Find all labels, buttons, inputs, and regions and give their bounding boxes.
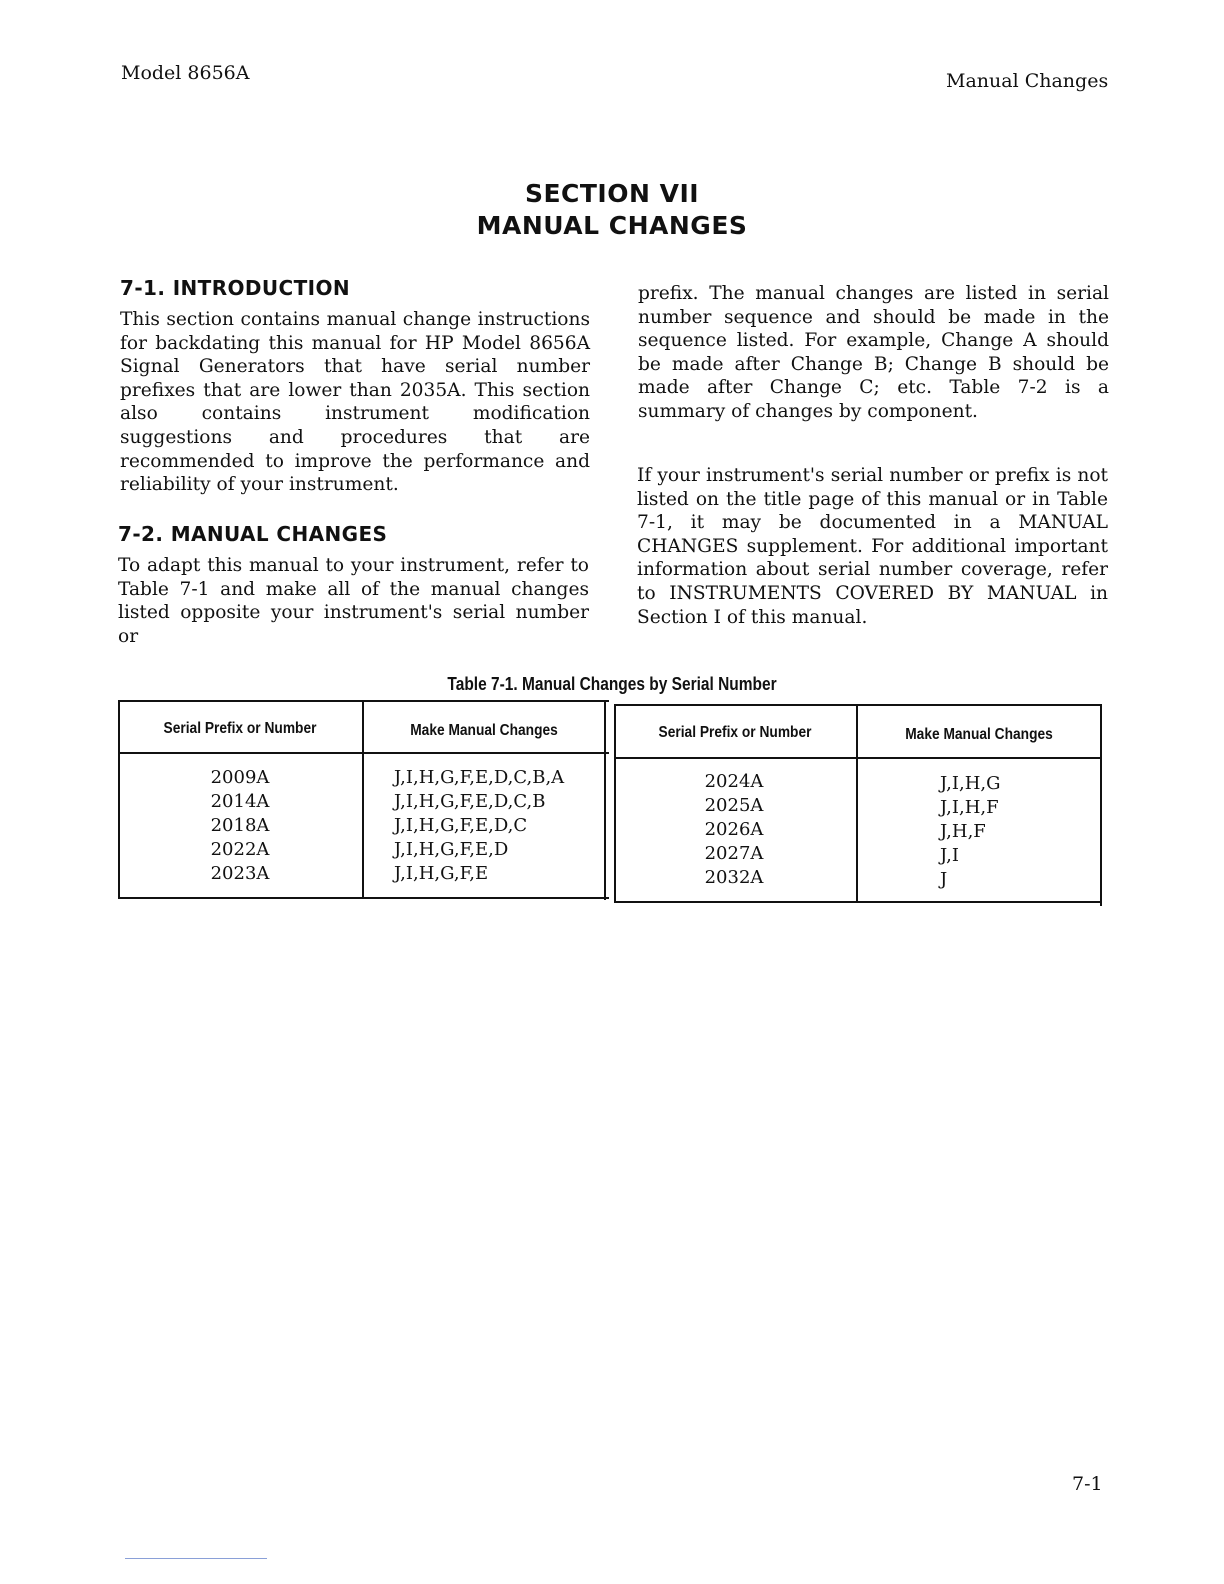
table-cell: J,I,H,G,F,E,D,C,B bbox=[394, 791, 546, 812]
table-cell: J,I,H,G,F,E,D,C bbox=[394, 815, 528, 836]
manual-changes-paragraph-2: If your instrument's serial number or prefix is not listed on the title page of this manual or in Table 7-1, it may be documented in a MANUAL CHANGES supplement. For additional important information about serial number coverage, refer to INSTRUMENTS COVERED BY MANUAL in Section I of this manual. bbox=[637, 465, 1108, 628]
table-header-changes-left: Make Manual Changes bbox=[410, 722, 558, 739]
table-cell: 2026A bbox=[704, 819, 764, 840]
header-section-name: Manual Changes bbox=[946, 70, 1109, 92]
table-cell: 2009A bbox=[210, 767, 270, 788]
table-cell: 2027A bbox=[704, 843, 764, 864]
table-rule bbox=[1100, 706, 1102, 906]
table-rule bbox=[118, 897, 609, 899]
table-cell: J,I,H,G,F,E bbox=[394, 863, 489, 884]
table-rule bbox=[604, 702, 606, 900]
table-rule bbox=[614, 901, 1102, 903]
table-rule bbox=[362, 702, 364, 899]
table-caption: Table 7-1. Manual Changes by Serial Number bbox=[447, 674, 777, 694]
table-rule bbox=[856, 706, 858, 903]
table-rule bbox=[614, 757, 1102, 759]
section-title: SECTION VII bbox=[524, 179, 700, 208]
table-cell: J,I,H,G,F,E,D,C,B,A bbox=[394, 767, 565, 788]
table-cell: 2018A bbox=[210, 815, 270, 836]
table-rule bbox=[614, 704, 1102, 706]
table-cell: 2022A bbox=[210, 839, 270, 860]
table-cell: J,H,F bbox=[940, 821, 986, 842]
table-cell: 2014A bbox=[210, 791, 270, 812]
table-header-serial-left: Serial Prefix or Number bbox=[163, 720, 317, 737]
manual-changes-paragraph-1-left: To adapt this manual to your instrument, refer to Table 7-1 and make all of the manual changes listed opposite your instrument's serial number or bbox=[118, 555, 589, 647]
table-column-serial-left bbox=[118, 766, 362, 886]
table-cell: J,I bbox=[940, 845, 959, 866]
table-cell: J,I,H,G,F,E,D bbox=[394, 839, 509, 860]
table-cell: J,I,H,G bbox=[940, 773, 1001, 794]
table-cell: 2025A bbox=[704, 795, 764, 816]
intro-paragraph: This section contains manual change instructions for backdating this manual for HP Model 8656A Signal Generators that have serial number prefixes that are lower than 2035A. This section also contains instrument modification suggestions and procedures that are recommended to improve the performance and reliability of your instrument. bbox=[120, 309, 590, 496]
table-rule bbox=[118, 700, 609, 702]
header-model: Model 8656A bbox=[121, 62, 250, 84]
table-cell: 2023A bbox=[210, 863, 270, 884]
table-cell: 2032A bbox=[704, 867, 764, 888]
table-column-changes-right bbox=[940, 772, 1090, 892]
table-cell: 2024A bbox=[704, 771, 764, 792]
manual-changes-paragraph-1a bbox=[118, 554, 589, 648]
intro-heading: 7-1. INTRODUCTION bbox=[120, 276, 351, 300]
manual-changes-paragraph-1-right: prefix. The manual changes are listed in serial number sequence and should be made in the sequence listed. For example, Change A should be made after Change B; Change B should be made after Change C; etc. Table 7-2 is a summary of changes by component. bbox=[638, 283, 1109, 422]
manual-changes-heading: 7-2. MANUAL CHANGES bbox=[118, 522, 388, 546]
section-subtitle: MANUAL CHANGES bbox=[476, 211, 748, 240]
table-column-serial-right bbox=[614, 770, 854, 890]
table-rule bbox=[118, 752, 609, 754]
manual-changes-paragraph-1b bbox=[638, 282, 1109, 424]
table-cell: J,I,H,F bbox=[940, 797, 999, 818]
table-cell: J bbox=[940, 869, 948, 890]
page-number: 7-1 bbox=[1072, 1473, 1103, 1495]
table-header-serial-right: Serial Prefix or Number bbox=[658, 724, 812, 741]
table-header-changes-right: Make Manual Changes bbox=[905, 726, 1053, 743]
footer-rule bbox=[125, 1558, 267, 1559]
table-column-changes-left bbox=[394, 766, 602, 886]
